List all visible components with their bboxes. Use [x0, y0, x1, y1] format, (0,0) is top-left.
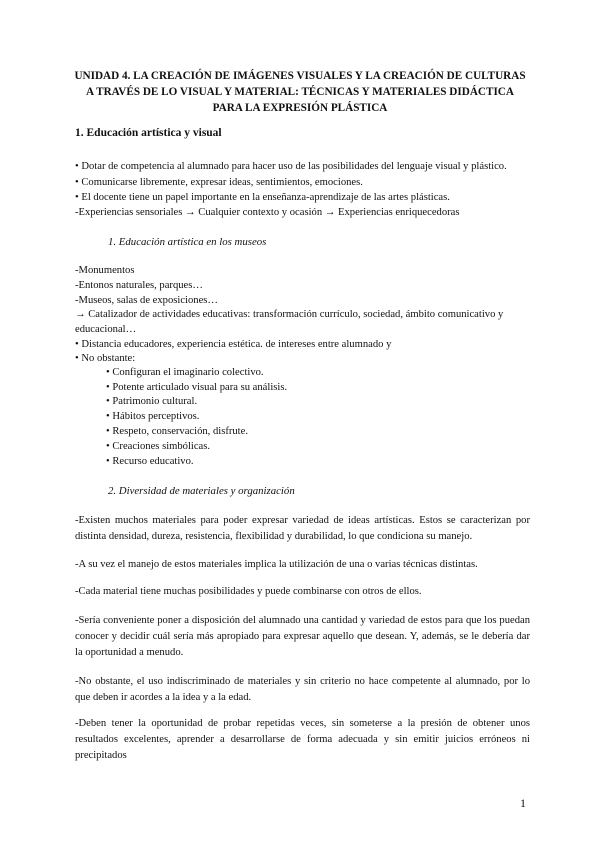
- title-line-3: PARA LA EXPRESIÓN PLÁSTICA: [212, 102, 388, 114]
- subsection-heading: 2. Diversidad de materiales y organización: [108, 485, 295, 497]
- subsection-heading: 1. Educación artística en los museos: [108, 236, 267, 248]
- experiences-line: -Experiencias sensoriales → Cualquier contexto y ocasión → Experiencias enriquecedoras: [75, 207, 460, 218]
- list-item: • Distancia educadores, experiencia estética. de intereses entre alumnado y: [75, 339, 392, 350]
- paragraph: -Cada material tiene muchas posibilidades y puede combinarse con otros de ellos.: [75, 586, 422, 597]
- list-item: educacional…: [75, 324, 137, 335]
- title-line-1: UNIDAD 4. LA CREACIÓN DE IMÁGENES VISUALES Y LA CREACIÓN DE CULTURAS: [74, 70, 526, 82]
- list-item: -Monumentos: [75, 265, 135, 276]
- title-line-2: A TRAVÉS DE LO VISUAL Y MATERIAL: TÉCNICAS Y MATERIALES DIDÁCTICA: [86, 86, 514, 98]
- indented-bullet: • Potente articulado visual para su análisis.: [106, 382, 288, 393]
- list-item: -Entonos naturales, parques…: [75, 280, 203, 291]
- paragraph: -Sería conveniente poner a disposición del alumnado una cantidad y variedad de estos para que los puedan conocer y decidir cuál sería más apropiado para expresar aquello que desean. Y, además, se le debería dar la oportunidad a menudo.: [75, 615, 530, 658]
- list-item: • No obstante:: [75, 353, 136, 364]
- list-item: → Catalizador de actividades educativas: transformación currículo, sociedad, ámbito comunicativo y: [75, 309, 504, 320]
- paragraph: -Existen muchos materiales para poder expresar variedad de ideas artísticas. Estos se caracterizan por distinta densidad, dureza, resistencia, flexibilidad y durabilidad, lo que condiciona su manejo.: [75, 515, 530, 542]
- paragraph: -A su vez el manejo de estos materiales implica la utilización de una o varias técnicas distintas.: [75, 559, 478, 570]
- page-number: 1: [520, 796, 526, 810]
- list-item: -Museos, salas de exposiciones…: [75, 295, 218, 306]
- indented-bullet: • Patrimonio cultural.: [106, 396, 198, 407]
- paragraph: -Deben tener la oportunidad de probar repetidas veces, sin someterse a la presión de obtener unos resultados excelentes, aprender a desarrollarse de forma adecuada y sin emitir juicios erróneos ni precipitados: [75, 718, 530, 761]
- indented-bullet: • Respeto, conservación, disfrute.: [106, 426, 248, 437]
- indented-bullet: • Configuran el imaginario colectivo.: [106, 367, 264, 378]
- section-heading: 1. Educación artística y visual: [75, 127, 222, 139]
- bullet-item: • Comunicarse libremente, expresar ideas, sentimientos, emociones.: [75, 177, 363, 188]
- paragraph: -No obstante, el uso indiscriminado de materiales y sin criterio no hace competente al alumnado, por lo que deben ir acordes a la idea y a la edad.: [75, 676, 530, 703]
- bullet-item: • Dotar de competencia al alumnado para hacer uso de las posibilidades del lenguaje visual y plástico.: [75, 161, 507, 172]
- indented-bullet: • Creaciones simbólicas.: [106, 441, 211, 452]
- indented-bullet: • Recurso educativo.: [106, 456, 194, 467]
- document-title: [60, 68, 540, 116]
- bullet-item: • El docente tiene un papel importante en la enseñanza-aprendizaje de las artes plásticas.: [75, 192, 450, 203]
- indented-bullet: • Hábitos perceptivos.: [106, 411, 200, 422]
